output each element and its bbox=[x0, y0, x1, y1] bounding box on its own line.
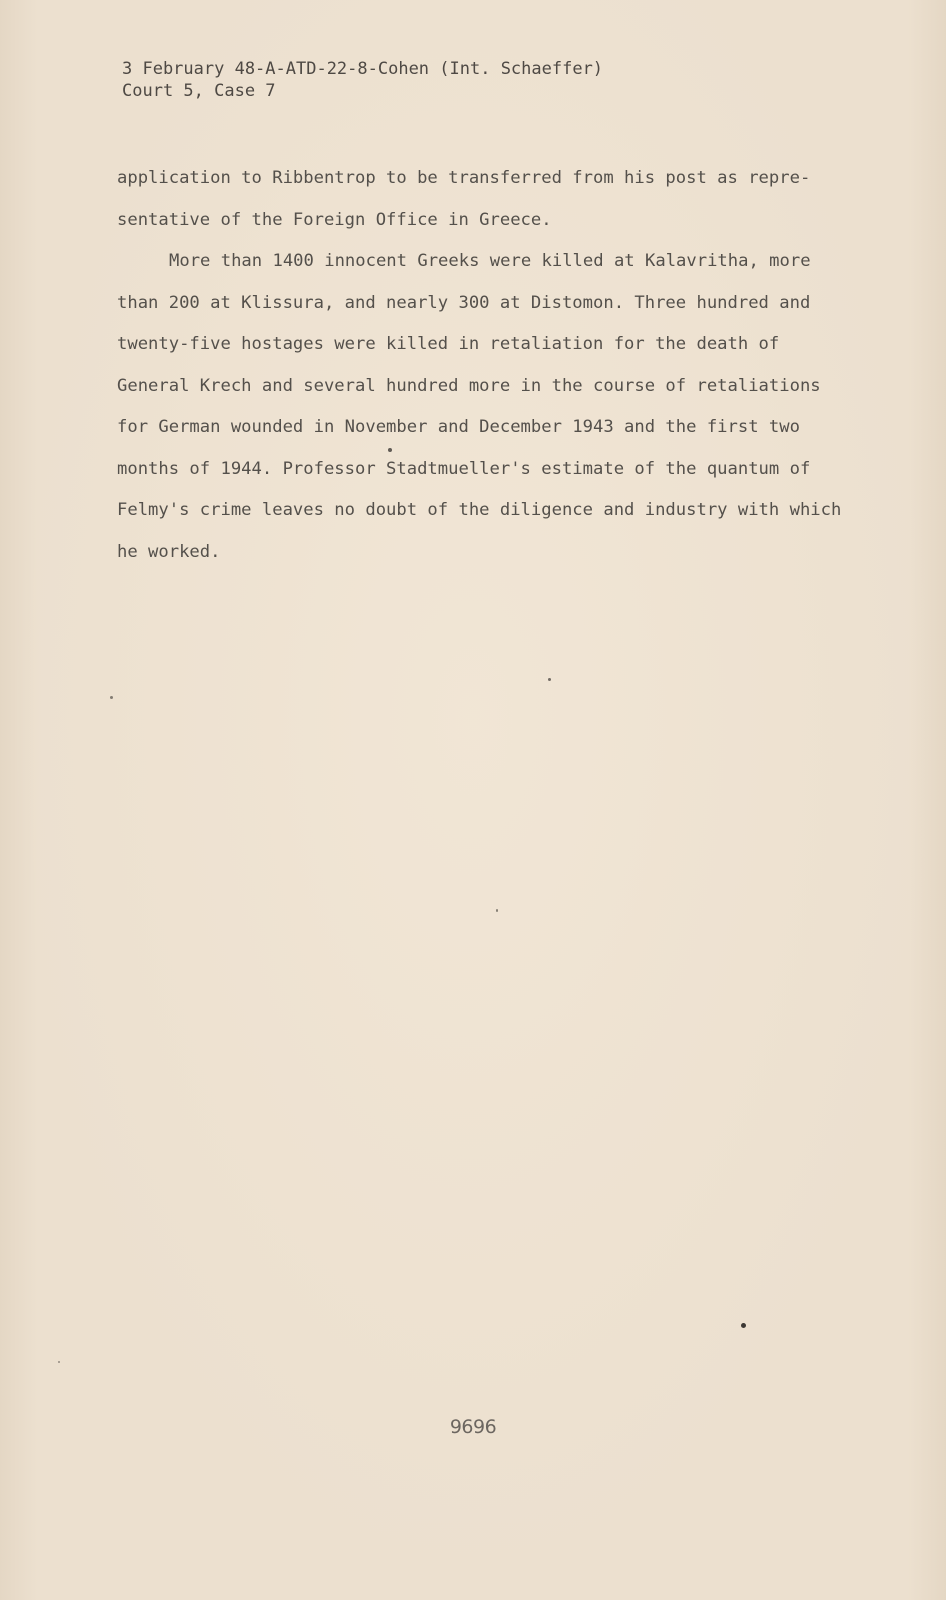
paper-speck bbox=[388, 448, 392, 452]
document-body bbox=[117, 158, 842, 573]
body-line: application to Ribbentrop to be transferred from his post as repre- bbox=[117, 168, 811, 188]
body-line: sentative of the Foreign Office in Greece. bbox=[117, 209, 552, 230]
body-line: twenty-five hostages were killed in retaliation for the death of bbox=[117, 334, 780, 354]
header-court-case: Court 5, Case 7 bbox=[122, 81, 276, 101]
paper-speck bbox=[110, 696, 113, 699]
body-line: for German wounded in November and December 1943 and the first two bbox=[117, 417, 800, 437]
body-line: than 200 at Klissura, and nearly 300 at Distomon. Three hundred and bbox=[117, 292, 811, 313]
body-line: General Krech and several hundred more in the course of retaliations bbox=[117, 375, 821, 396]
page-number: 9696 bbox=[449, 1416, 497, 1438]
body-line: months of 1944. Professor Stadtmueller's estimate of the quantum of bbox=[117, 458, 811, 479]
document-header bbox=[122, 58, 603, 102]
paper-speck bbox=[58, 1361, 60, 1363]
paper-speck bbox=[548, 678, 551, 681]
paper-speck bbox=[741, 1323, 746, 1328]
body-line: Felmy's crime leaves no doubt of the diligence and industry with which bbox=[117, 500, 842, 520]
header-date-reference: 3 February 48-A-ATD-22-8-Cohen (Int. Schaeffer) bbox=[122, 59, 604, 79]
paragraph-start-line: More than 1400 innocent Greeks were killed at Kalavritha, more bbox=[169, 251, 811, 271]
body-line: he worked. bbox=[117, 541, 221, 562]
paper-speck bbox=[496, 909, 498, 912]
